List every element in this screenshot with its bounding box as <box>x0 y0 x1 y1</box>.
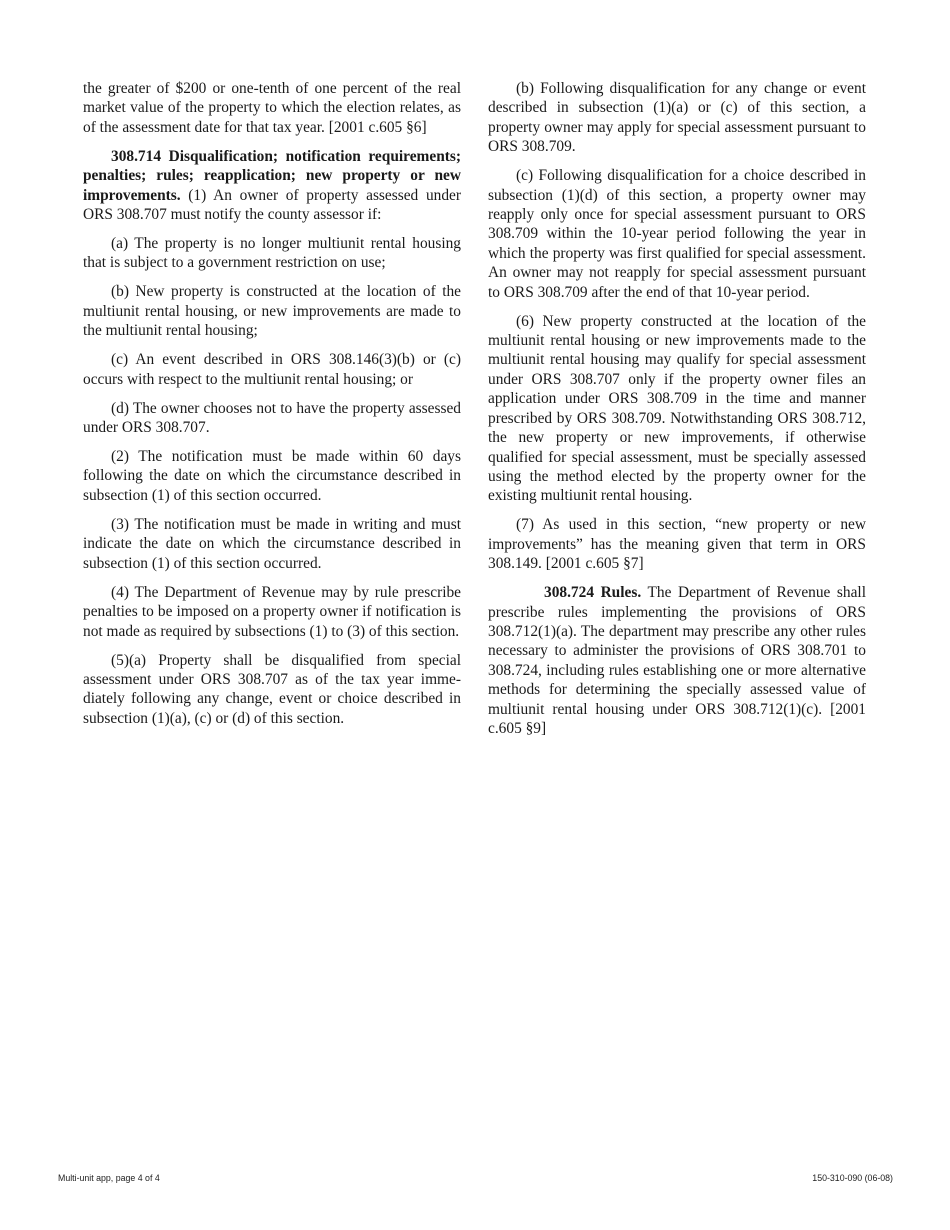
subsection-1d: (d) The owner chooses not to have the property assessed under ORS 308.707. <box>83 399 461 437</box>
subsection-1c: (c) An event described in ORS 308.146(3)(b) or (c) occurs with respect to the multiunit rental housing; or <box>83 351 461 388</box>
section-308-714-heading: 308.714 Disqualification; notification requirements; penalties; rules; reapplication; new property or new improvements. <box>83 147 461 204</box>
left-column <box>83 79 461 738</box>
paragraph-continuation: the greater of $200 or one-tenth of one percent of the real market value of the property to which the election relates, as of the assessment date for that tax year. [2001 c.605 §6] <box>83 80 461 136</box>
subsection-1a: (a) The property is no longer multiunit rental housing that is subject to a government restriction on use; <box>83 235 461 272</box>
subsection-5a: (5)(a) Property shall be disqualified from special assessment under ORS 308.707 as of the tax year immediately following any change, event or choice described in subsection (1)(a), (c) or (d) of this section. <box>83 651 461 727</box>
subsection-3: (3) The notification must be made in writing and must indicate the date on which the circumstance described in subsection (1) of this section occurred. <box>83 515 461 572</box>
section-308-714-text: (1) An owner of property assessed under ORS 308.707 must notify the county assessor if: <box>83 186 461 224</box>
section-308-724-text: The Department of Revenue shall prescribe rules implementing the provisions of ORS 308.712(1)(a). The department may prescribe any other rules necessary to administer the provisions of ORS 308.701 to 308.724, including rules establishing one or more alternative methods for determining the specially assessed value of multiunit rental housing under ORS 308.712(1)(c). [2001 c.605 §9] <box>488 584 866 737</box>
section-308-714 <box>83 147 461 225</box>
subsection-5c: (c) Following disqualification for a choice described in subsection (1)(d) of this section, a property owner may reapply only once for special assessment pursuant to ORS 308.709 within the 10-year period following the year in which the property was first qualified for special assessment. An owner may not reapply for special assessment pursuant to ORS 308.709 after the end of that 10-year period. <box>488 167 866 301</box>
subsection-7: (7) As used in this section, “new property or new improvements” has the meaning given that term in ORS 308.149. [2001 c.605 §7] <box>488 516 866 573</box>
subsection-6: (6) New property constructed at the location of the multiunit rental housing or new improvements made to the multiunit rental housing may qualify for special assessment under ORS 308.707 only if the property owner files an application under ORS 308.709 in the time and manner prescribed by ORS 308.709. Notwithstanding ORS 308.712, the new property or new improvements, if otherwise qualified for special assessment, must be specially assessed using the method elected by the property owner for the existing multiunit rental housing. <box>488 312 866 505</box>
section-308-724-heading: 308.724 Rules. <box>544 584 642 602</box>
subsection-4: (4) The Department of Revenue may by rule prescribe penalties to be imposed on a property owner if notification is not made as required by subsections (1) to (3) of this section. <box>83 583 461 640</box>
footer-page-label: Multi-unit app, page 4 of 4 <box>58 1173 160 1183</box>
footer-form-number: 150-310-090 (06-08) <box>812 1173 893 1183</box>
right-column <box>488 79 866 748</box>
subsection-1b: (b) New property is constructed at the location of the multiunit rental housing, or new improvements are made to the multiunit rental housing; <box>83 283 461 340</box>
subsection-2: (2) The notification must be made within 60 days following the date on which the circumstance described in subsection (1) of this section occurred. <box>83 448 461 504</box>
section-308-724 <box>488 583 866 738</box>
subsection-5b: (b) Following disqualification for any change or event described in subsection (1)(a) or (c) of this section, a property owner may apply for special assessment pursuant to ORS 308.709. <box>488 80 866 156</box>
